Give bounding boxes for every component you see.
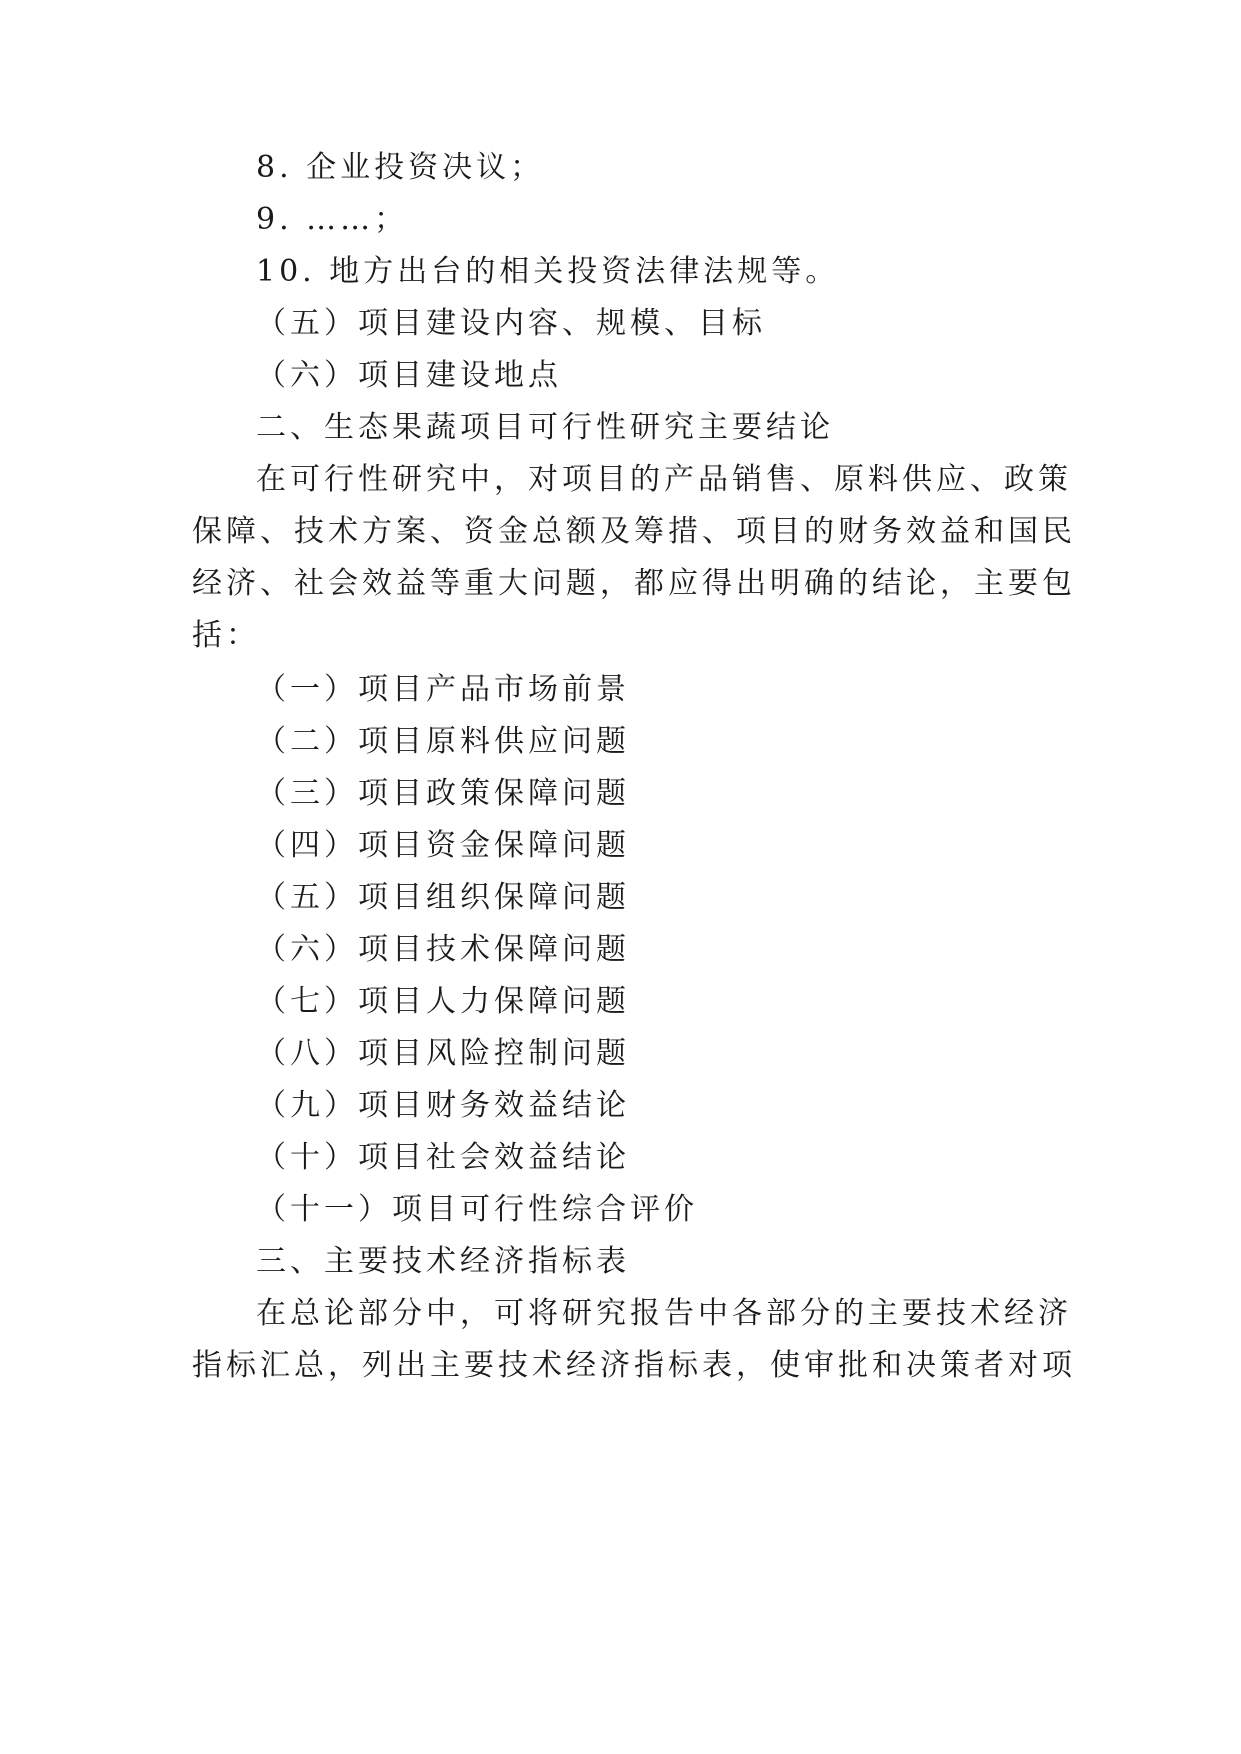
list-item: （十一）项目可行性综合评价 <box>256 1192 698 1227</box>
paragraph-line: 在总论部分中，可将研究报告中各部分的主要技术经济 <box>256 1296 1072 1331</box>
subsection-heading: （五）项目建设内容、规模、目标 <box>256 306 766 341</box>
list-item: （八）项目风险控制问题 <box>256 1036 630 1071</box>
section-heading: 二、生态果蔬项目可行性研究主要结论 <box>256 410 834 445</box>
list-item: （五）项目组织保障问题 <box>256 880 630 915</box>
list-item: （九）项目财务效益结论 <box>256 1088 630 1123</box>
list-item: （四）项目资金保障问题 <box>256 828 630 863</box>
list-item: （三）项目政策保障问题 <box>256 776 630 811</box>
list-item: （一）项目产品市场前景 <box>256 672 630 707</box>
list-item: （二）项目原料供应问题 <box>256 724 630 759</box>
paragraph-line: 经济、社会效益等重大问题，都应得出明确的结论，主要包 <box>192 566 1076 601</box>
list-item-9: 9. ……； <box>256 202 409 237</box>
subsection-heading: （六）项目建设地点 <box>256 358 562 393</box>
list-item: （六）项目技术保障问题 <box>256 932 630 967</box>
list-item: （十）项目社会效益结论 <box>256 1140 630 1175</box>
list-item-8: 8. 企业投资决议； <box>256 150 545 185</box>
list-item-10: 10. 地方出台的相关投资法律法规等。 <box>256 254 840 289</box>
paragraph-line: 在可行性研究中，对项目的产品销售、原料供应、政策 <box>256 462 1072 497</box>
paragraph-line: 括： <box>192 618 260 653</box>
list-item: （七）项目人力保障问题 <box>256 984 630 1019</box>
paragraph-line: 指标汇总，列出主要技术经济指标表，使审批和决策者对项 <box>192 1348 1076 1383</box>
section-heading: 三、主要技术经济指标表 <box>256 1244 630 1279</box>
paragraph-line: 保障、技术方案、资金总额及筹措、项目的财务效益和国民 <box>192 514 1076 549</box>
